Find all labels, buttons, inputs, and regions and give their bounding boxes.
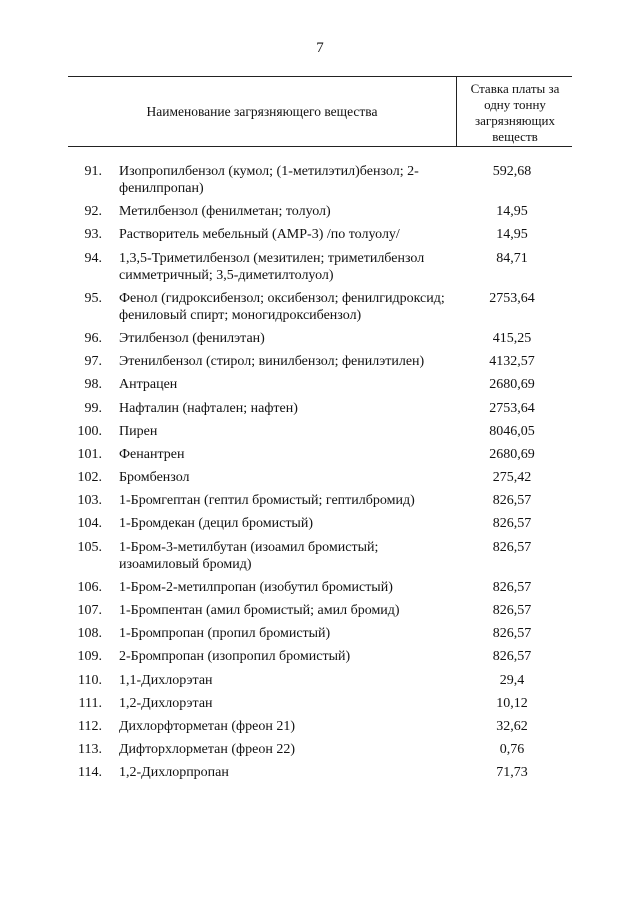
table-row <box>0 376 640 393</box>
substance-name: Растворитель мебельный (АМР-3) /по толуолу/ <box>119 227 400 243</box>
substance-name: Фенол (гидроксибензол; оксибензол; фенилгидроксид; фениловый спирт; моногидроксибензол) <box>119 290 445 323</box>
substance-name: Нафталин (нафтален; нафтен) <box>119 400 298 416</box>
rate-value: 14,95 <box>496 227 528 243</box>
rate-value: 84,71 <box>496 250 528 266</box>
substance-name: 1,1-Дихлорэтан <box>119 672 213 688</box>
substance-name: 1-Бром-3-метилбутан (изоамил бромистый; изоамиловый бромид) <box>119 539 379 572</box>
table-row <box>0 648 640 665</box>
substance-name: Этенилбензол (стирол; винилбензол; фенилэтилен) <box>119 354 425 370</box>
rate-value: 826,57 <box>492 539 532 555</box>
rate-value: 29,4 <box>499 672 525 688</box>
substance-name: Пирен <box>119 423 158 439</box>
rate-value: 8046,05 <box>489 423 535 439</box>
table-row <box>0 469 640 486</box>
table-row <box>0 423 640 440</box>
rate-value: 71,73 <box>496 765 528 781</box>
table-row <box>0 400 640 417</box>
substance-name: 1-Бром-2-метилпропан (изобутил бромистый) <box>119 579 393 595</box>
row-number: 98. <box>84 377 102 393</box>
row-number: 92. <box>84 204 102 220</box>
table-body <box>0 163 640 788</box>
header-rate <box>456 77 573 146</box>
table-row <box>0 741 640 758</box>
rate-value: 2680,69 <box>489 377 535 393</box>
substance-name: Бромбензол <box>119 470 190 486</box>
rate-value: 826,57 <box>492 493 532 509</box>
substance-name: 1-Бромпропан (пропил бромистый) <box>119 626 331 642</box>
header-substance-name: Наименование загрязняющего вещества <box>146 103 378 119</box>
table-row <box>0 203 640 220</box>
table-row <box>0 330 640 347</box>
table-header <box>68 76 572 147</box>
table-row <box>0 446 640 463</box>
substance-name: 1,3,5-Триметилбензол (мезитилен; триметилбензол симметричный; 3,5-диметилтолуол) <box>119 250 425 283</box>
rate-value: 2753,64 <box>489 400 535 416</box>
substance-name: 2-Бромпропан (изопропил бромистый) <box>119 649 351 665</box>
row-number: 100. <box>77 423 102 439</box>
row-number: 104. <box>77 516 102 532</box>
row-number: 111. <box>78 695 102 711</box>
substance-name: Изопропилбензол (кумол; (1-метилэтил)бензол; 2-фенилпропан) <box>119 164 419 196</box>
table-row <box>0 695 640 712</box>
rate-value: 2680,69 <box>489 446 535 462</box>
substance-name: 1,2-Дихлорэтан <box>119 695 213 711</box>
row-number: 94. <box>84 250 102 266</box>
row-number: 109. <box>77 649 102 665</box>
table-row <box>0 672 640 689</box>
row-number: 108. <box>77 626 102 642</box>
row-number: 93. <box>84 227 102 243</box>
rate-value: 826,57 <box>492 579 532 595</box>
rate-value: 0,76 <box>499 742 525 758</box>
table-row <box>0 539 640 573</box>
row-number: 96. <box>84 330 102 346</box>
table-row <box>0 353 640 370</box>
row-number: 106. <box>77 579 102 595</box>
table-row <box>0 290 640 324</box>
row-number: 110. <box>78 672 102 688</box>
substance-name: 1-Бромдекан (децил бромистый) <box>119 516 313 532</box>
rate-value: 826,57 <box>492 516 532 532</box>
row-number: 95. <box>84 290 102 306</box>
substance-name: 1,2-Дихлорпропан <box>119 765 229 781</box>
rate-value: 4132,57 <box>489 354 535 370</box>
row-number: 91. <box>84 164 102 179</box>
row-number: 101. <box>77 446 102 462</box>
row-number: 99. <box>84 400 102 416</box>
row-number: 112. <box>78 718 102 734</box>
row-number: 113. <box>78 742 102 758</box>
row-number: 105. <box>77 539 102 555</box>
rate-value: 592,68 <box>492 164 532 179</box>
row-number: 103. <box>77 493 102 509</box>
row-number: 102. <box>77 470 102 486</box>
substance-name: Дихлорфторметан (фреон 21) <box>119 718 295 734</box>
rate-value: 826,57 <box>492 603 532 618</box>
rate-value: 826,57 <box>492 649 532 665</box>
rate-value: 32,62 <box>496 718 528 734</box>
table-row <box>0 250 640 284</box>
table-row <box>0 625 640 642</box>
substance-name: Антрацен <box>119 377 178 393</box>
substance-name: Фенантрен <box>119 446 185 462</box>
page-number: 7 <box>316 40 324 56</box>
table-row <box>0 579 640 596</box>
substance-name: 1-Бромпентан (амил бромистый; амил бромид) <box>119 603 400 618</box>
table-row <box>0 226 640 243</box>
rate-value: 14,95 <box>496 204 528 220</box>
rate-value: 2753,64 <box>489 290 535 306</box>
rate-value: 826,57 <box>492 626 532 642</box>
table-row <box>0 602 640 619</box>
row-number: 107. <box>77 603 102 618</box>
row-number: 97. <box>84 354 102 370</box>
substance-name: 1-Бромгептан (гептил бромистый; гептилбромид) <box>119 493 415 509</box>
substance-name: Этилбензол (фенилэтан) <box>119 330 265 346</box>
header-rate-label: Ставка платы за одну тонну загрязняющих веществ <box>470 80 560 144</box>
table-row <box>0 515 640 532</box>
substance-name: Метилбензол (фенилметан; толуол) <box>119 204 331 220</box>
rate-value: 275,42 <box>492 470 532 486</box>
substance-name: Дифторхлорметан (фреон 22) <box>119 742 295 758</box>
rate-value: 10,12 <box>496 695 528 711</box>
row-number: 114. <box>78 765 102 781</box>
table-row <box>0 764 640 781</box>
table-row <box>0 492 640 509</box>
rate-value: 415,25 <box>492 330 532 346</box>
table-row <box>0 718 640 735</box>
table-row <box>0 163 640 197</box>
